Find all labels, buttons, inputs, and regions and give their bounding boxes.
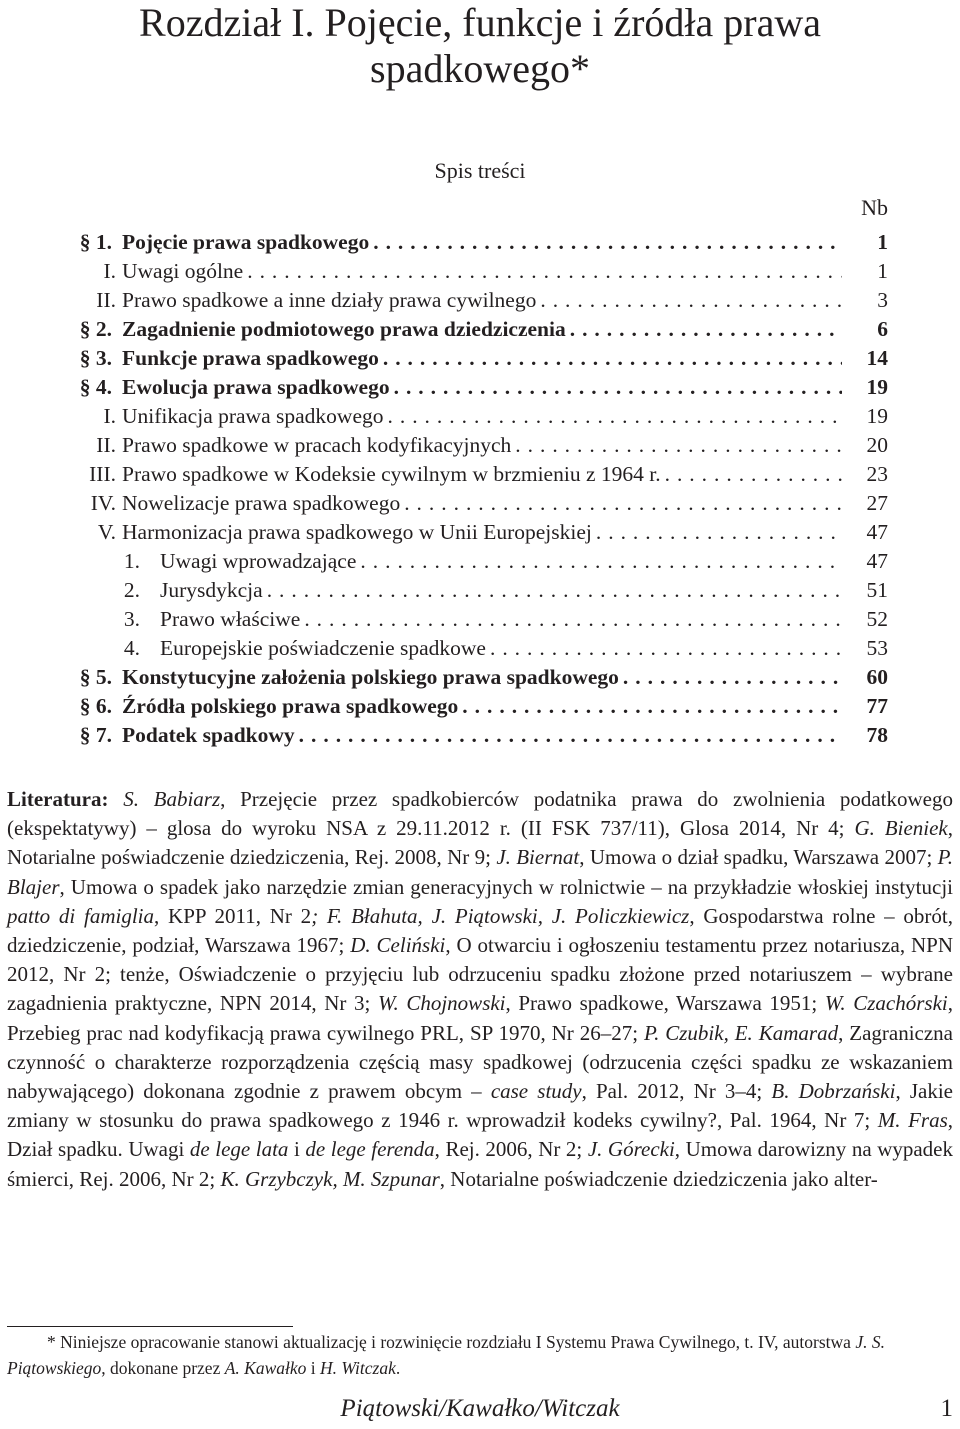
toc-entry-number: I.: [103, 259, 116, 283]
footnote-author: J. S. Piątowskiego: [7, 1332, 885, 1378]
toc-entry-number: § 7.: [79, 723, 112, 747]
toc-entry: [0, 257, 960, 286]
literature-paragraph: [7, 785, 953, 1194]
toc-entry: [0, 721, 960, 750]
literature-author: patto di famiglia: [7, 903, 155, 928]
toc-entry-number: V.: [97, 520, 116, 544]
literature-text: , Notarialne poświadczenie dziedziczenia, Rej. 2008, Nr 9;: [7, 816, 953, 870]
toc-entry: [0, 373, 960, 402]
toc-entry-title: Prawo właściwe: [160, 607, 304, 631]
toc-entry-title: Prawo spadkowe w pracach kodyfikacyjnych: [122, 433, 515, 457]
footnote-text: * Niniejsze opracowanie stanowi aktualizację i rozwinięcie rozdziału I Systemu Prawa Cywilnego, t. IV, autorstwa: [47, 1332, 856, 1352]
toc-entry-page: 19: [866, 404, 888, 428]
toc-entry-title: Jurysdykcja: [160, 578, 267, 602]
toc-entry-number: § 3.: [79, 346, 112, 370]
table-of-contents: [0, 228, 960, 750]
toc-entry-number: 3.: [123, 607, 140, 631]
toc-entry-number: § 5.: [79, 665, 112, 689]
literature-text: , KPP 2011, Nr 2: [154, 903, 312, 928]
literature-author: W. Czachórski: [824, 991, 948, 1016]
toc-entry-leader: [122, 315, 842, 344]
footnote-text: , dokonane przez: [101, 1358, 225, 1378]
toc-entry-number: § 4.: [79, 375, 112, 399]
literature-author: G. Bieniek: [854, 816, 948, 841]
chapter-title-line-1: Rozdział I. Pojęcie, funkcje i źródła prawa: [139, 0, 821, 45]
toc-entry-leader: [122, 228, 842, 257]
toc-entry-leader: [122, 518, 842, 547]
literature-text: , Zagraniczna czynność o charakterze rozporządzenia częścią masy spadkowej (odrzucenia części spadku ze wskazaniem nabywającego) dokonana zgodnie z prawem obcym –: [7, 1020, 953, 1104]
literature-text: , Rej. 2006, Nr 2;: [434, 1137, 588, 1162]
toc-entry-leader: [122, 460, 842, 489]
toc-entry-number: 1.: [123, 549, 140, 573]
literature-text: , Gospodarstwa rolne – obrót, dziedziczenie, podział, Warszawa 1967;: [7, 903, 954, 958]
toc-entry-number: I.: [103, 404, 116, 428]
toc-entry-title: Funkcje prawa spadkowego: [122, 346, 383, 370]
literature-author: de lege ferenda: [305, 1137, 435, 1162]
literature-author: J. Górecki: [587, 1137, 675, 1162]
toc-entry: [0, 518, 960, 547]
literature-author: B. Dobrzański: [771, 1079, 896, 1104]
toc-entry-number: 4.: [123, 636, 140, 660]
literature-text: , Przejęcie przez spadkobierców podatnika prawa do zwolnienia podatkowego (ekspektatywy) – glosa do wyroku NSA z 29.11.2012 r. (II FSK 737/11), Glosa 2014, Nr 4;: [7, 787, 953, 841]
toc-entry: [0, 228, 960, 257]
toc-entry-leader: [122, 286, 842, 315]
toc-entry-page: 47: [866, 549, 888, 573]
toc-entry: [0, 692, 960, 721]
literature-label: Literatura:: [7, 787, 109, 811]
toc-entry-leader: [122, 344, 842, 373]
chapter-title: [20, 0, 940, 92]
toc-entry: [0, 402, 960, 431]
literature-text: , Jakie zmiany w stosunku do prawa spadkowego z 1946 r. wprowadził kodeks cywilny?, Pal. 1964, Nr 7;: [7, 1079, 953, 1133]
literature-text: , Przebieg prac nad kodyfikacją prawa cywilnego PRL, SP 1970, Nr 26–27;: [7, 991, 953, 1045]
toc-entry-number: II.: [96, 288, 116, 312]
toc-entry-leader: [160, 547, 842, 576]
literature-text: , Umowa o dział spadku, Warszawa 2007;: [579, 845, 938, 870]
toc-entry: [0, 489, 960, 518]
literature-text: , Dział spadku. Uwagi: [7, 1108, 953, 1162]
footnote-text: .: [395, 1358, 401, 1378]
footnote-text: i: [306, 1358, 321, 1378]
toc-entry-title: Uwagi ogólne: [122, 259, 247, 283]
toc-entry-leader: [160, 576, 842, 605]
toc-entry: [0, 431, 960, 460]
footnote-separator: [7, 1326, 293, 1327]
toc-entry-page: 20: [866, 433, 888, 457]
toc-entry-page: 1: [877, 230, 888, 254]
literature-author: D. Celiński: [350, 933, 446, 958]
toc-entry-page: 23: [866, 462, 888, 486]
toc-entry: [0, 547, 960, 576]
toc-entry: [0, 286, 960, 315]
toc-entry-page: 77: [866, 694, 888, 718]
toc-entry-title: Uwagi wprowadzające: [160, 549, 360, 573]
toc-entry-number: III.: [89, 462, 116, 486]
footnote-author: A. Kawałko: [224, 1358, 307, 1378]
toc-entry-number: § 2.: [79, 317, 112, 341]
toc-entry-page: 1: [877, 259, 888, 283]
literature-text: , Pal. 2012, Nr 3–4;: [581, 1079, 772, 1104]
toc-entry-title: Zagadnienie podmiotowego prawa dziedziczenia: [122, 317, 570, 341]
literature-author: W. Chojnowski: [377, 991, 506, 1016]
literature-text: i: [288, 1137, 306, 1162]
literature-author: ; F. Błahuta, J. Piątowski, J. Policzkiewicz: [311, 903, 690, 928]
literature-author: S. Babiarz: [123, 787, 221, 811]
toc-entry-page: 52: [866, 607, 888, 631]
toc-entry-page: 53: [866, 636, 888, 660]
toc-entry: [0, 344, 960, 373]
toc-entry-leader: [122, 257, 842, 286]
toc-entry-page: 3: [877, 288, 888, 312]
literature-text: , Notarialne poświadczenie dziedziczenia jako alter-: [439, 1166, 878, 1191]
toc-entry: [0, 605, 960, 634]
toc-entry-page: 60: [866, 665, 888, 689]
literature-text: , O otwarciu i ogłoszeniu testamentu przez notariusza, NPN 2012, Nr 2; tenże, Oświadczenie o przyjęciu lub odrzuceniu spadku złożone przed notariuszem – wybrane zagadnienia praktyczne, NPN 2014, Nr 3;: [7, 933, 953, 1016]
toc-entry-number: IV.: [90, 491, 116, 515]
toc-entry-leader: [122, 402, 842, 431]
toc-entry-title: Europejskie poświadczenie spadkowe: [160, 636, 490, 660]
toc-entry-title: Prawo spadkowe a inne działy prawa cywilnego: [122, 288, 540, 312]
toc-entry-leader: [122, 489, 842, 518]
toc-entry-title: Prawo spadkowe w Kodeksie cywilnym w brzmieniu z 1964 r.: [122, 462, 665, 486]
toc-entry-page: 14: [866, 346, 888, 370]
toc-entry-leader: [160, 605, 842, 634]
toc-entry-page: 19: [866, 375, 888, 399]
literature-text: [108, 787, 123, 811]
toc-entry-title: Źródła polskiego prawa spadkowego: [122, 694, 462, 718]
toc-nb-column-header: Nb: [861, 195, 888, 220]
literature-text: , Prawo spadkowe, Warszawa 1951;: [505, 991, 825, 1016]
toc-entry-page: 47: [866, 520, 888, 544]
literature-author: K. Grzybczyk, M. Szpunar: [220, 1166, 440, 1191]
toc-entry-number: 2.: [123, 578, 140, 602]
toc-entry-leader: [122, 663, 842, 692]
toc-entry-title: Pojęcie prawa spadkowego: [122, 230, 373, 254]
toc-entry-leader: [122, 692, 842, 721]
toc-entry-leader: [122, 431, 842, 460]
page-number: 1: [940, 1395, 953, 1422]
toc-heading: Spis treści: [434, 158, 526, 183]
toc-entry-leader: [122, 721, 842, 750]
literature-author: P. Blajer: [7, 845, 954, 899]
toc-entry-number: II.: [96, 433, 116, 457]
toc-entry-number: § 6.: [79, 694, 112, 718]
footnote-author: H. Witczak: [320, 1358, 396, 1378]
literature-author: de lege lata: [189, 1137, 289, 1162]
toc-entry-title: Unifikacja prawa spadkowego: [122, 404, 388, 428]
toc-entry: [0, 315, 960, 344]
toc-entry-leader: [160, 634, 842, 663]
literature-author: J. Biernat: [496, 845, 580, 870]
toc-entry-title: Nowelizacje prawa spadkowego: [122, 491, 404, 515]
toc-entry-page: 6: [877, 317, 888, 341]
toc-entry-title: Harmonizacja prawa spadkowego w Unii Europejskiej: [122, 520, 596, 544]
footer-authors: Piątowski/Kawałko/Witczak: [340, 1395, 620, 1422]
toc-entry-title: Podatek spadkowy: [122, 723, 299, 747]
chapter-title-line-2: spadkowego*: [370, 46, 590, 91]
toc-entry-title: Ewolucja prawa spadkowego: [122, 375, 394, 399]
toc-entry-page: 78: [866, 723, 888, 747]
toc-entry-title: Konstytucyjne założenia polskiego prawa spadkowego: [122, 665, 623, 689]
literature-author: case study: [490, 1079, 582, 1104]
toc-entry-page: 51: [866, 578, 888, 602]
literature-author: P. Czubik, E. Kamarad: [643, 1020, 839, 1045]
footnote: [7, 1329, 953, 1381]
toc-entry-number: § 1.: [79, 230, 112, 254]
toc-entry-leader: [122, 373, 842, 402]
literature-text: , Umowa o spadek jako narzędzie zmian generacyjnych w rolnictwie – na przykładzie włoskiej instytucji: [59, 874, 953, 899]
literature-text: , Umowa darowizny na wypadek śmierci, Rej. 2006, Nr 2;: [7, 1137, 953, 1191]
toc-entry-page: 27: [866, 491, 888, 515]
toc-entry: [0, 663, 960, 692]
toc-entry: [0, 634, 960, 663]
toc-entry: [0, 460, 960, 489]
literature-author: M. Fras: [877, 1108, 948, 1133]
toc-entry: [0, 576, 960, 605]
